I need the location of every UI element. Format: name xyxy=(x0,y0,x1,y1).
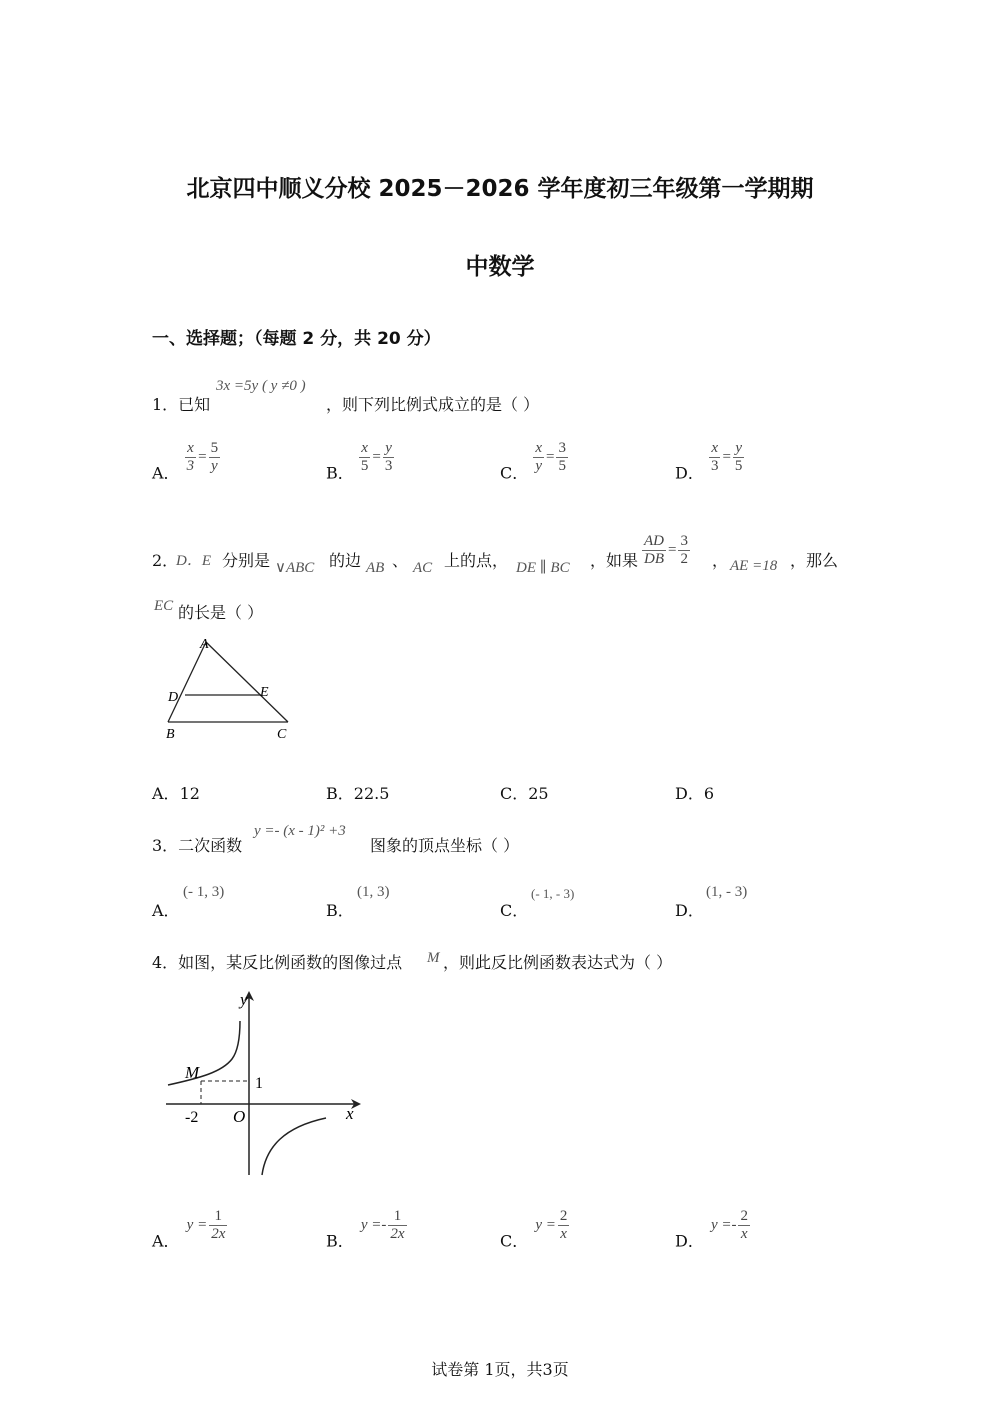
option-label: C． xyxy=(500,1231,529,1251)
denominator: DB xyxy=(644,551,664,568)
option-label: C． xyxy=(500,901,529,920)
fraction xyxy=(556,440,568,476)
fraction xyxy=(185,440,197,476)
parallel-condition: DE ∥ BC xyxy=(516,560,570,576)
triangle-figure xyxy=(160,634,300,744)
side-ac-line xyxy=(206,642,288,722)
option-label: C． xyxy=(500,463,529,483)
ae-value: AE =18 xyxy=(730,558,778,574)
question-3-option-c[interactable] xyxy=(500,898,528,921)
equals-sign: = xyxy=(372,449,381,466)
fraction xyxy=(733,440,745,476)
option-label: D． xyxy=(675,784,704,803)
equals-sign: = xyxy=(722,449,731,466)
hyperbola-figure xyxy=(160,985,370,1185)
question-3-option-a-value: (- 1, 3) xyxy=(183,884,225,900)
question-1-condition: 3x =5y ( y ≠0 ) xyxy=(216,378,306,394)
numerator: 3 xyxy=(680,533,688,549)
point-m: M xyxy=(427,950,440,966)
question-1-option-c[interactable] xyxy=(500,440,568,483)
denominator: 3 xyxy=(384,458,393,475)
label-a: A xyxy=(200,637,209,652)
question-2-number: 2． xyxy=(152,551,179,570)
denominator: 2 xyxy=(680,551,688,568)
numerator: y xyxy=(385,440,392,456)
question-4-option-c[interactable] xyxy=(500,1208,569,1251)
option-label: B． xyxy=(326,784,354,803)
denominator: 2x xyxy=(390,1226,405,1243)
lhs: y =- xyxy=(360,1217,387,1234)
denominator: 5 xyxy=(558,458,566,475)
label-b: B xyxy=(166,727,175,742)
numerator: y xyxy=(735,440,742,456)
denominator: 3 xyxy=(710,458,719,475)
question-3-prefix: 3．二次函数 xyxy=(152,836,243,855)
hyperbola-branch-right xyxy=(262,1118,326,1175)
segment-ec: EC xyxy=(154,598,174,614)
page-title-continued: 中数学 xyxy=(465,254,535,280)
question-4-option-d[interactable] xyxy=(675,1208,750,1251)
question-3-option-d[interactable] xyxy=(675,898,704,921)
fraction xyxy=(383,440,395,476)
numerator: x xyxy=(187,440,194,456)
label-c: C xyxy=(277,727,287,742)
question-2-option-c[interactable] xyxy=(500,781,549,804)
question-4-prefix: 4．如图，某反比例函数的图像过点 xyxy=(152,953,403,972)
label-d: D xyxy=(168,690,179,705)
numerator: x xyxy=(711,440,719,456)
question-4-option-b[interactable] xyxy=(326,1208,407,1251)
fraction-ad-db xyxy=(642,533,666,569)
numerator: 1 xyxy=(214,1208,223,1224)
question-2-text: ，如果 xyxy=(590,551,639,570)
triangle-abc: ∨ABC xyxy=(275,560,315,576)
side-ac: AC xyxy=(413,560,433,576)
denominator: x xyxy=(738,1225,750,1243)
denominator: y xyxy=(535,458,543,475)
numerator: 2 xyxy=(559,1208,568,1224)
question-1-option-a[interactable] xyxy=(152,440,220,483)
option-value: 6 xyxy=(703,784,715,803)
question-3-option-b[interactable] xyxy=(326,898,354,921)
label-neg2: -2 xyxy=(185,1109,199,1126)
fraction xyxy=(359,440,371,476)
numerator: 5 xyxy=(210,440,219,456)
option-label: B． xyxy=(326,901,354,920)
fraction xyxy=(709,440,721,476)
denominator: 2x xyxy=(211,1226,226,1243)
section-header: 一、选择题；（每题 2 分，共 20 分） xyxy=(152,329,441,349)
question-3-expression: y =- (x - 1)² +3 xyxy=(254,823,346,839)
question-2-points: D．E xyxy=(176,553,211,569)
numerator: AD xyxy=(644,533,664,549)
equals-sign: = xyxy=(546,449,555,466)
question-1-option-d[interactable] xyxy=(675,440,744,483)
question-1-suffix: ，则下列比例式成立的是（ ） xyxy=(326,395,540,414)
page-footer: 试卷第 1页，共3页 xyxy=(431,1360,569,1379)
denominator: y xyxy=(209,457,221,475)
numerator: 3 xyxy=(558,440,566,456)
label-one: 1 xyxy=(255,1075,263,1092)
side-ab: AB xyxy=(366,560,385,576)
numerator: 2 xyxy=(740,1208,748,1224)
question-2-text: 、 xyxy=(392,551,409,570)
equals-sign: = xyxy=(198,449,207,466)
question-2-text: ， xyxy=(712,551,729,570)
equals-sign: = xyxy=(668,542,677,559)
question-4-suffix: ，则此反比例函数表达式为（ ） xyxy=(443,953,673,972)
label-o: O xyxy=(233,1107,246,1126)
question-3-option-d-value: (1, - 3) xyxy=(706,884,748,900)
fraction xyxy=(388,1208,406,1244)
fraction xyxy=(738,1208,750,1244)
denominator: x xyxy=(558,1225,570,1243)
label-x: x xyxy=(346,1104,354,1123)
numerator: x xyxy=(535,440,543,456)
question-2-text: 分别是 xyxy=(222,551,271,570)
question-4-option-a[interactable] xyxy=(152,1208,227,1251)
question-3-option-a[interactable] xyxy=(152,898,180,921)
option-label: C． xyxy=(500,784,529,803)
fraction xyxy=(558,1208,570,1244)
option-label: B． xyxy=(326,1231,354,1251)
question-1-option-b[interactable] xyxy=(326,440,394,483)
hyperbola-branch-left xyxy=(168,1021,240,1085)
question-3-suffix: 图象的顶点坐标（ ） xyxy=(370,836,520,855)
fraction-3-2 xyxy=(678,533,690,569)
side-ab-line xyxy=(168,642,206,722)
denominator: 3 xyxy=(186,458,195,475)
option-label: B． xyxy=(326,463,354,483)
question-2-text: 的长是（ ） xyxy=(178,603,264,622)
lhs: y = xyxy=(535,1217,556,1234)
option-label: D． xyxy=(675,463,704,483)
numerator: 1 xyxy=(393,1208,402,1224)
question-3-option-c-value: (- 1, - 3) xyxy=(531,886,575,901)
numerator: x xyxy=(361,440,368,456)
fraction xyxy=(209,1208,227,1244)
option-value: 12 xyxy=(179,784,200,803)
ratio-expression xyxy=(642,533,690,569)
question-2-option-b[interactable] xyxy=(326,781,389,804)
lhs: y = xyxy=(186,1217,208,1234)
question-2-text: ，那么 xyxy=(790,551,839,570)
question-2-option-d[interactable] xyxy=(675,781,714,804)
option-label: A． xyxy=(152,463,180,483)
label-e: E xyxy=(260,685,269,700)
lhs: y =- xyxy=(710,1217,737,1234)
fraction xyxy=(533,440,544,476)
question-2-text: 上的点， xyxy=(444,551,509,570)
label-m: M xyxy=(185,1063,200,1082)
label-y: y xyxy=(240,990,248,1009)
option-label: D． xyxy=(675,901,704,920)
option-label: A． xyxy=(152,1231,180,1251)
option-value: 22.5 xyxy=(353,784,390,803)
fraction xyxy=(209,440,221,476)
option-label: D． xyxy=(675,1231,704,1251)
option-label: A． xyxy=(152,784,180,803)
question-2-text: 的边 xyxy=(329,551,362,570)
option-label: A． xyxy=(152,901,180,920)
option-value: 25 xyxy=(528,784,549,803)
denominator: 5 xyxy=(734,458,743,475)
question-1-prefix: 1．已知 xyxy=(152,395,211,414)
question-2-option-a[interactable] xyxy=(152,781,200,804)
page-title: 北京四中顺义分校 2025－2026 学年度初三年级第一学期期 xyxy=(186,176,814,202)
denominator: 5 xyxy=(360,458,369,475)
question-3-option-b-value: (1, 3) xyxy=(357,884,390,900)
